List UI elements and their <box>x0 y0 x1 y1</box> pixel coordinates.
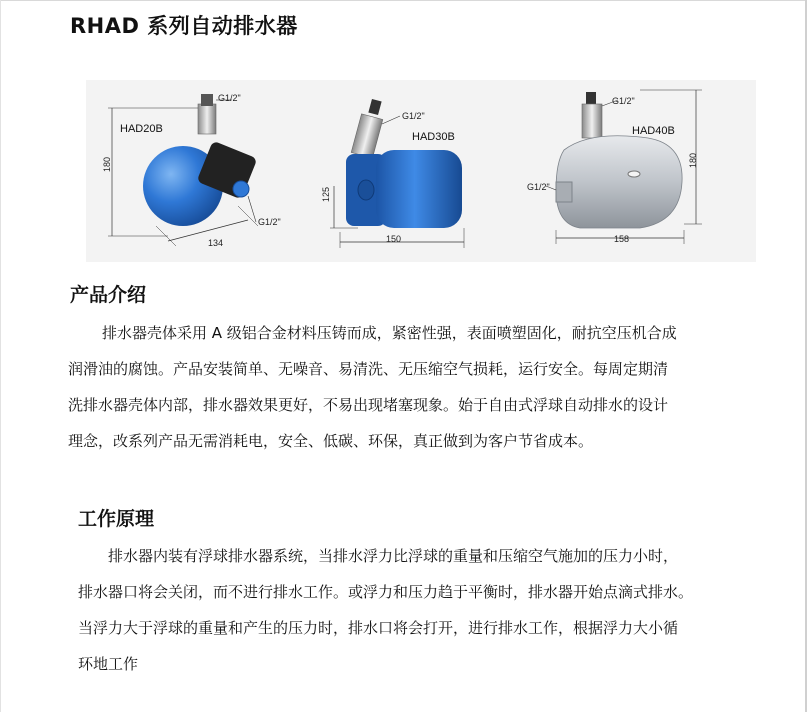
had30b-width-label: 150 <box>386 234 402 244</box>
section-heading-working-principle: 工作原理 <box>78 508 155 530</box>
had40b-width-label: 158 <box>614 234 630 244</box>
had20b-drawing <box>98 86 298 256</box>
page-top-border <box>0 0 807 1</box>
document-title: RHAD 系列自动排水器 <box>70 14 298 38</box>
paragraph-line: 环地工作 <box>78 655 139 673</box>
had40b-body <box>556 136 682 228</box>
paragraph-line: 排水器内装有浮球排水器系统，当排水浮力比浮球的重量和压缩空气施加的压力小时， <box>108 547 679 565</box>
had20b-height-label: 180 <box>102 156 112 172</box>
had30b-model-label: HAD30B <box>412 131 455 143</box>
had40b-figure <box>520 86 720 252</box>
paragraph-line: 理念，改系列产品无需消耗电，安全、低碳、环保，真正做到为客户节省成本。 <box>68 432 594 450</box>
had20b-side-port-label: G1/2" <box>258 217 281 227</box>
product-intro-paragraph <box>68 315 748 459</box>
paragraph-line: 润滑油的腐蚀。产品安装简单、无噪音、易清洗、无压缩空气损耗，运行安全。每周定期清 <box>68 360 669 378</box>
paragraph-line: 洗排水器壳体内部，排水器效果更好，不易出现堵塞现象。始于自由式浮球自动排水的设计 <box>68 396 669 414</box>
had40b-drawing <box>520 86 720 252</box>
paragraph-line: 排水器口将会关闭，而不进行排水工作。或浮力和压力趋于平衡时，排水器开始点滴式排水。 <box>78 583 694 601</box>
had40b-height-label: 180 <box>688 152 698 168</box>
paragraph-line: 当浮力大于浮球的重量和产生的压力时，排水口将会打开，进行排水工作，根据浮力大小循 <box>78 619 679 637</box>
had30b-top-port-label: G1/2" <box>402 111 425 121</box>
had40b-top-port-label: G1/2" <box>612 96 635 106</box>
had20b-top-port-label: G1/2" <box>218 93 241 103</box>
had30b-drawing <box>318 92 478 252</box>
had30b-height-label: 125 <box>321 186 331 202</box>
working-principle-paragraph <box>78 538 758 682</box>
had40b-model-label: HAD40B <box>632 125 675 137</box>
had30b-figure <box>318 92 478 252</box>
section-heading-product-intro: 产品介绍 <box>70 284 147 306</box>
had30b-float-body <box>376 150 462 228</box>
paragraph-line: 排水器壳体采用 A 级铝合金材料压铸而成，紧密性强，表面喷塑固化，耐抗空压机合成 <box>102 324 677 342</box>
had20b-figure <box>98 86 298 256</box>
page-left-border <box>0 0 1 712</box>
had40b-side-port-label: G1/2" <box>527 182 550 192</box>
had20b-model-label: HAD20B <box>120 123 163 135</box>
had20b-width-label: 134 <box>208 238 224 248</box>
